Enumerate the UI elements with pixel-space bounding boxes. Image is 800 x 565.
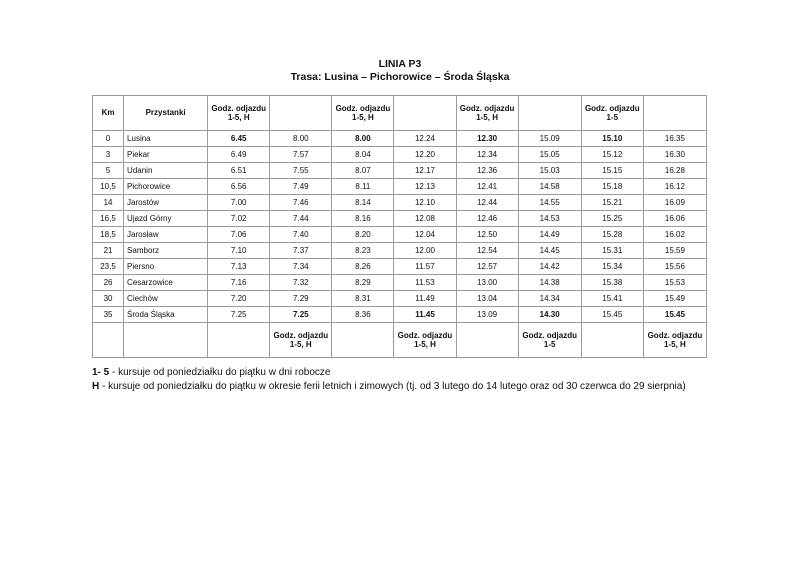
km-cell: 18,5 <box>93 227 124 243</box>
footer-col <box>208 323 270 358</box>
header-km: Km <box>93 96 124 131</box>
time-cell: 15.56 <box>643 259 706 275</box>
time-cell: 16.28 <box>643 163 706 179</box>
table-row <box>93 147 707 163</box>
time-cell: 15.03 <box>518 163 581 179</box>
legend-text: - kursuje od poniedziałku do piątku w okresie ferii letnich i zimowych (tj. od 3 lutego do 14 lutego oraz od 30 czerwca do 29 sierpnia) <box>99 381 686 392</box>
time-cell: 12.36 <box>456 163 518 179</box>
time-cell: 6.49 <box>208 147 270 163</box>
time-cell: 12.04 <box>394 227 456 243</box>
footer-row <box>93 323 707 358</box>
time-cell: 16.35 <box>643 131 706 147</box>
km-cell: 0 <box>93 131 124 147</box>
stop-name: Cesarzowice <box>124 275 208 291</box>
time-cell: 14.53 <box>518 211 581 227</box>
time-cell: 7.10 <box>208 243 270 259</box>
stop-name: Samborz <box>124 243 208 259</box>
km-cell: 14 <box>93 195 124 211</box>
footer-col: Godz. odjazdu 1-5 <box>518 323 581 358</box>
header-col: Godz. odjazdu 1-5 <box>581 96 643 131</box>
km-cell: 30 <box>93 291 124 307</box>
km-cell: 10,5 <box>93 179 124 195</box>
footer-col: Godz. odjazdu 1-5, H <box>643 323 706 358</box>
time-cell: 12.13 <box>394 179 456 195</box>
time-cell: 15.12 <box>581 147 643 163</box>
time-cell: 15.10 <box>581 131 643 147</box>
time-cell: 7.02 <box>208 211 270 227</box>
header-stops: Przystanki <box>124 96 208 131</box>
time-cell: 15.18 <box>581 179 643 195</box>
time-cell: 12.10 <box>394 195 456 211</box>
time-cell: 7.00 <box>208 195 270 211</box>
time-cell: 12.44 <box>456 195 518 211</box>
time-cell: 14.45 <box>518 243 581 259</box>
time-cell: 8.11 <box>332 179 394 195</box>
footer-col <box>581 323 643 358</box>
time-cell: 15.31 <box>581 243 643 259</box>
time-cell: 12.57 <box>456 259 518 275</box>
header-col <box>643 96 706 131</box>
time-cell: 11.53 <box>394 275 456 291</box>
time-cell: 8.07 <box>332 163 394 179</box>
time-cell: 7.57 <box>270 147 332 163</box>
table-row <box>93 179 707 195</box>
time-cell: 8.26 <box>332 259 394 275</box>
time-cell: 7.16 <box>208 275 270 291</box>
time-cell: 11.57 <box>394 259 456 275</box>
header-row <box>93 96 707 131</box>
time-cell: 7.25 <box>270 307 332 323</box>
time-cell: 14.42 <box>518 259 581 275</box>
time-cell: 15.45 <box>643 307 706 323</box>
km-cell: 23,5 <box>93 259 124 275</box>
time-cell: 14.49 <box>518 227 581 243</box>
time-cell: 14.30 <box>518 307 581 323</box>
time-cell: 7.49 <box>270 179 332 195</box>
time-cell: 7.46 <box>270 195 332 211</box>
time-cell: 12.30 <box>456 131 518 147</box>
time-cell: 6.56 <box>208 179 270 195</box>
time-cell: 12.08 <box>394 211 456 227</box>
km-cell: 16,5 <box>93 211 124 227</box>
stop-name: Piekar <box>124 147 208 163</box>
time-cell: 8.29 <box>332 275 394 291</box>
time-cell: 14.58 <box>518 179 581 195</box>
legend-key: 1- 5 <box>92 367 110 378</box>
time-cell: 7.29 <box>270 291 332 307</box>
time-cell: 8.23 <box>332 243 394 259</box>
time-cell: 16.30 <box>643 147 706 163</box>
time-cell: 7.34 <box>270 259 332 275</box>
km-cell: 35 <box>93 307 124 323</box>
page-title: LINIA P3 <box>378 58 422 70</box>
time-cell: 12.34 <box>456 147 518 163</box>
time-cell: 12.50 <box>456 227 518 243</box>
time-cell: 16.02 <box>643 227 706 243</box>
time-cell: 15.28 <box>581 227 643 243</box>
table-row <box>93 131 707 147</box>
km-cell: 26 <box>93 275 124 291</box>
time-cell: 14.55 <box>518 195 581 211</box>
table-row <box>93 211 707 227</box>
footer-cell <box>124 323 208 358</box>
time-cell: 7.37 <box>270 243 332 259</box>
km-cell: 3 <box>93 147 124 163</box>
table-row <box>93 243 707 259</box>
time-cell: 11.45 <box>394 307 456 323</box>
table-row <box>93 291 707 307</box>
table-row <box>93 275 707 291</box>
table-row <box>93 163 707 179</box>
time-cell: 15.49 <box>643 291 706 307</box>
stop-name: Jarosław <box>124 227 208 243</box>
time-cell: 15.25 <box>581 211 643 227</box>
table-row <box>93 307 707 323</box>
stop-name: Lusina <box>124 131 208 147</box>
time-cell: 7.20 <box>208 291 270 307</box>
time-cell: 14.34 <box>518 291 581 307</box>
legend-key: H <box>92 381 100 392</box>
time-cell: 7.06 <box>208 227 270 243</box>
footer-col <box>456 323 518 358</box>
time-cell: 13.00 <box>456 275 518 291</box>
table-row <box>93 195 707 211</box>
footer-col <box>332 323 394 358</box>
time-cell: 12.54 <box>456 243 518 259</box>
footer-col: Godz. odjazdu 1-5, H <box>270 323 332 358</box>
legend-text: - kursuje od poniedziałku do piątku w dni robocze <box>109 367 331 378</box>
header-col <box>518 96 581 131</box>
time-cell: 14.38 <box>518 275 581 291</box>
route-subtitle: Trasa: Lusina – Pichorowice – Środa Śląska <box>290 71 510 83</box>
time-cell: 12.46 <box>456 211 518 227</box>
stop-name: Ciechów <box>124 291 208 307</box>
footer-col: Godz. odjazdu 1-5, H <box>394 323 456 358</box>
time-cell: 15.59 <box>643 243 706 259</box>
time-cell: 13.04 <box>456 291 518 307</box>
time-cell: 15.34 <box>581 259 643 275</box>
time-cell: 7.32 <box>270 275 332 291</box>
time-cell: 6.51 <box>208 163 270 179</box>
stop-name: Piersno <box>124 259 208 275</box>
stop-name: Środa Śląska <box>124 307 208 323</box>
time-cell: 15.41 <box>581 291 643 307</box>
header-col: Godz. odjazdu 1-5, H <box>208 96 270 131</box>
header-col <box>394 96 456 131</box>
time-cell: 16.06 <box>643 211 706 227</box>
stop-name: Udanin <box>124 163 208 179</box>
time-cell: 15.21 <box>581 195 643 211</box>
time-cell: 8.04 <box>332 147 394 163</box>
timetable <box>92 95 707 358</box>
time-cell: 15.45 <box>581 307 643 323</box>
table-row <box>93 227 707 243</box>
stop-name: Ujazd Górny <box>124 211 208 227</box>
time-cell: 12.24 <box>394 131 456 147</box>
time-cell: 15.15 <box>581 163 643 179</box>
time-cell: 8.16 <box>332 211 394 227</box>
legend-weekday <box>92 367 330 378</box>
time-cell: 16.12 <box>643 179 706 195</box>
time-cell: 8.36 <box>332 307 394 323</box>
time-cell: 12.00 <box>394 243 456 259</box>
time-cell: 15.38 <box>581 275 643 291</box>
time-cell: 12.41 <box>456 179 518 195</box>
time-cell: 8.20 <box>332 227 394 243</box>
header-col <box>270 96 332 131</box>
km-cell: 21 <box>93 243 124 259</box>
time-cell: 12.17 <box>394 163 456 179</box>
time-cell: 8.00 <box>270 131 332 147</box>
time-cell: 12.20 <box>394 147 456 163</box>
time-cell: 7.25 <box>208 307 270 323</box>
legend-holiday <box>92 381 686 392</box>
time-cell: 13.09 <box>456 307 518 323</box>
time-cell: 6.45 <box>208 131 270 147</box>
time-cell: 8.31 <box>332 291 394 307</box>
time-cell: 15.09 <box>518 131 581 147</box>
time-cell: 8.00 <box>332 131 394 147</box>
km-cell: 5 <box>93 163 124 179</box>
footer-cell <box>93 323 124 358</box>
time-cell: 7.55 <box>270 163 332 179</box>
time-cell: 7.44 <box>270 211 332 227</box>
time-cell: 15.05 <box>518 147 581 163</box>
time-cell: 8.14 <box>332 195 394 211</box>
time-cell: 7.40 <box>270 227 332 243</box>
time-cell: 16.09 <box>643 195 706 211</box>
stop-name: Pichorowice <box>124 179 208 195</box>
header-col: Godz. odjazdu 1-5, H <box>456 96 518 131</box>
time-cell: 7.13 <box>208 259 270 275</box>
time-cell: 15.53 <box>643 275 706 291</box>
table-row <box>93 259 707 275</box>
stop-name: Jarostów <box>124 195 208 211</box>
header-col: Godz. odjazdu 1-5, H <box>332 96 394 131</box>
time-cell: 11.49 <box>394 291 456 307</box>
